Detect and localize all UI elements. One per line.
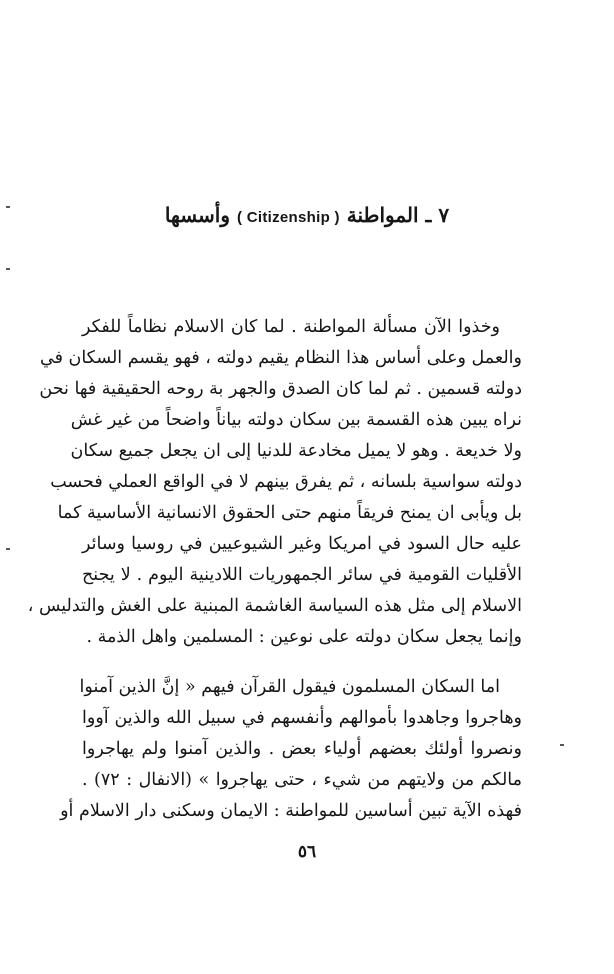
text-line: وخذوا الآن مسألة المواطنة . لما كان الاسلام نظاماً للفكر [82,317,500,337]
text-line: بل ويأبى ان يمنح فريقاً منهم حتى الحقوق الانسانية الأساسية كما [57,503,522,523]
section-number: ٧ [438,203,450,227]
text-line: ولا خديعة . وهو لا يميل مخادعة للدنيا إلى ان يجعل جميع سكان [70,441,522,461]
section-title-english: ( Citizenship ) [236,209,340,226]
text-line: الأقليات القومية في سائر الجمهوريات اللادينية اليوم . لا يجنح [82,565,522,585]
text-line: فهذه الآية تبين أساسين للمواطنة : الايمان وسكنى دار الاسلام أو [60,801,522,821]
section-dash: ـ [425,203,432,227]
text-line: نراه يبين هذه القسمة بين سكان دولته بياناً واضحاً من غير غش [70,410,522,430]
text-line: مالكم من ولايتهم من شيء ، حتى يهاجروا » (الانفال : ٧٢) . [82,770,523,790]
text-line: اما السكان المسلمون فيقول القرآن فيهم « إنَّ الذين آمنوا [79,677,500,697]
text-line: عليه حال السود في امريكا وغير الشيوعيين في روسيا وسائر [82,534,522,554]
page-number: ٥٦ [297,842,317,862]
text-line: وهاجروا وجاهدوا بأموالهم وأنفسهم في سبيل الله والذين آووا [82,708,522,728]
paragraph-muslim-citizens [60,672,523,827]
text-line: وإنما يجعل سكان دولته على نوعين : المسلمين واهل الذمة . [86,627,522,647]
section-title-arabic: المواطنة [346,203,419,227]
scan-speck-left-lower [6,548,10,550]
text-line: الاسلام إلى مثل هذه السياسة الغاشمة المبنية على الغش والتدليس ، [27,596,522,616]
text-line: دولته قسمين . ثم لما كان الصدق والجهر بة روحه الحقيقية فها نحن [39,379,522,399]
section-title-tail: وأسسها [164,203,231,227]
text-line: ونصروا أولئك بعضهم أولياء بعض . والذين آمنوا ولم يهاجروا [82,739,522,759]
scan-speck-left-middle [6,268,10,270]
text-line: والعمل وعلى أساس هذا النظام يقيم دولته ، فهو يقسم السكان في [39,348,522,368]
scan-speck-right [560,744,564,746]
paragraph-citizenship-intro [27,312,522,653]
section-heading [0,203,614,227]
text-line: دولته سواسية بلسانه ، ثم يفرق بينهم لا في الواقع العملي فحسب [50,472,522,492]
